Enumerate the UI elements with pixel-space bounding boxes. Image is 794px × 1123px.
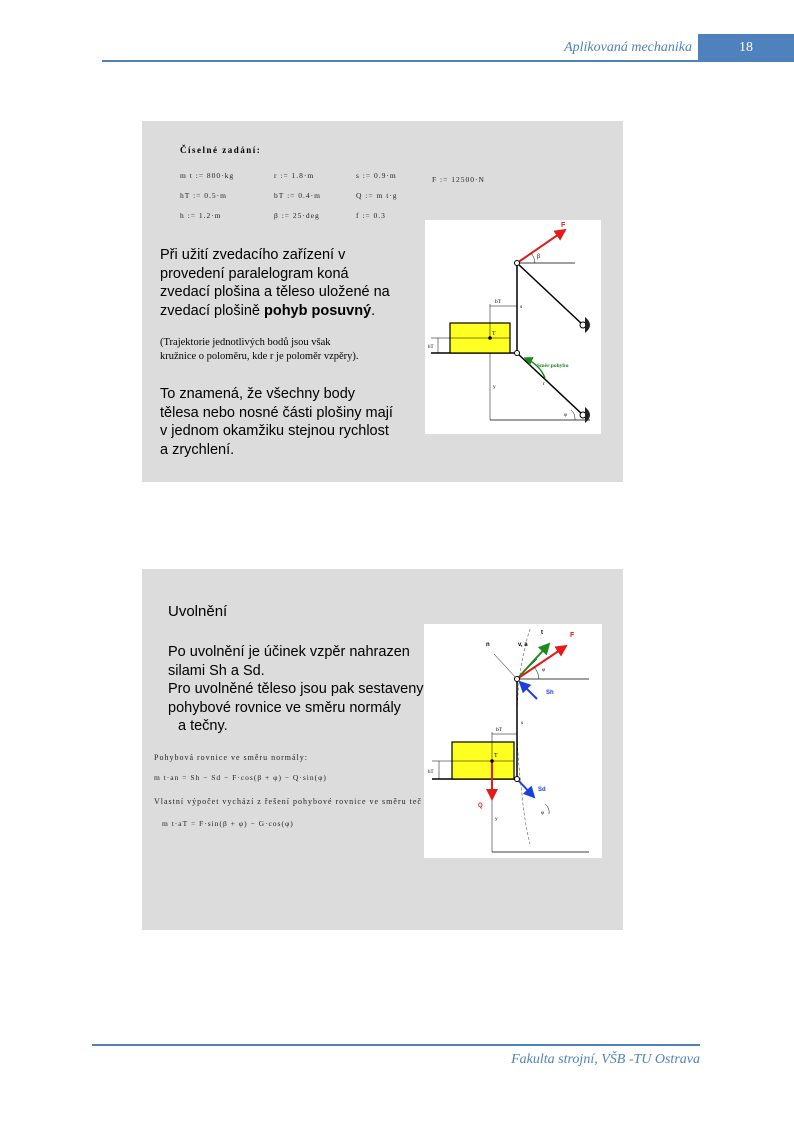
label-F: F <box>561 222 566 229</box>
para-line3: Pro uvolněné těleso jsou pak sestaveny <box>168 681 424 697</box>
label-phi-top: φ <box>542 667 546 673</box>
label-bT: bT <box>496 727 503 733</box>
para-line4: pohybové rovnice ve směru normály <box>168 699 401 716</box>
param-Q: Q := m t·g <box>356 191 398 200</box>
para-line5: a tečny. <box>178 718 228 734</box>
param-f: f := 0.3 <box>356 211 386 220</box>
para1-line3: zvedací plošina a těleso uložené na <box>160 284 390 300</box>
label-T: T <box>492 331 496 337</box>
label-r: r <box>543 381 545 387</box>
page-number: 18 <box>739 40 753 55</box>
param-mt: m t := 800·kg <box>180 171 235 180</box>
equation-heading: Pohybová rovnice ve směru normály: <box>154 753 308 762</box>
label-v-a: v, a <box>518 642 528 648</box>
slide1-paragraph1 <box>160 246 422 320</box>
free-body-figure <box>424 624 602 858</box>
lift-mechanism-svg <box>425 220 601 434</box>
para1-line1: Při užití zvedacího zařízení v <box>160 247 346 263</box>
upper-joint <box>515 261 520 266</box>
slide1-heading: Číselné zadání: <box>180 145 262 155</box>
lower-joint <box>515 777 520 782</box>
page-number-box <box>698 34 794 62</box>
param-hT: hT := 0.5·m <box>180 191 227 200</box>
force-Sh-arrow <box>520 682 537 699</box>
param-beta: β := 25·deg <box>274 211 320 220</box>
param-r: r := 1.8·m <box>274 171 315 180</box>
beta-arc <box>531 253 535 263</box>
slide1-note <box>160 336 422 364</box>
para2-line3: v jednom okamžiku stejnou rychlost <box>160 423 389 439</box>
note-line2: kružnice o poloměru, kde r je poloměr vzpěry). <box>160 351 359 362</box>
upper-joint <box>515 677 520 682</box>
lower-pivot-support <box>580 407 590 423</box>
label-Sd: Sd <box>538 787 546 793</box>
label-hT: hT <box>428 345 434 350</box>
para1-line4 <box>160 302 422 321</box>
label-beta: β <box>537 254 541 260</box>
trajectory-arc <box>517 629 530 844</box>
para1-line4-end: . <box>371 302 376 319</box>
calculation-text: Vlastní výpočet vychází z řešení pohybové rovnice ve směru teč <box>154 797 422 806</box>
header-title: Aplikovaná mechanika <box>564 40 692 55</box>
label-bT: bT <box>495 299 502 305</box>
free-body-svg <box>424 624 602 858</box>
label-Q: Q <box>478 803 483 809</box>
phi-arc-bottom <box>545 804 549 814</box>
label-hT: hT <box>428 770 434 775</box>
slide1-paragraph2 <box>160 385 422 459</box>
centre-of-mass-dot <box>490 759 494 763</box>
para-line2: silami Sh a Sd. <box>168 662 265 679</box>
tangent-equation: m t·aT = F·sin(β + φ) − G·cos(φ) <box>162 819 294 828</box>
para2-line1: To znamená, že všechny body <box>160 386 356 402</box>
param-F: F := 12500·N <box>432 175 485 184</box>
force-Sd-arrow <box>517 779 534 797</box>
label-Sh: Sh <box>546 690 554 696</box>
label-s: s <box>521 720 524 726</box>
slide2-title: Uvolnění <box>168 603 228 620</box>
label-F: F <box>570 632 575 639</box>
label-phi-bottom: φ <box>541 810 545 816</box>
param-bT: bT := 0.4·m <box>274 191 321 200</box>
para1-line2: provedení paralelogram koná <box>160 265 349 282</box>
param-h: h := 1.2·m <box>180 211 222 220</box>
lower-joint <box>515 351 520 356</box>
phi-arc-top <box>534 667 539 679</box>
slide-numerical-input <box>142 121 623 482</box>
para2-line4: a zrychlení. <box>160 441 235 458</box>
phi-arc <box>571 410 575 420</box>
upper-pivot-support <box>580 317 590 333</box>
para-line1: Po uvolnění je účinek vzpěr nahrazen <box>168 644 410 660</box>
note-line1: (Trajektorie jednotlivých bodů jsou však <box>160 337 331 348</box>
slide-free-body <box>142 569 623 930</box>
normal-equation: m t·an = Sh − Sd − F·cos(β + φ) − Q·sin(φ) <box>154 773 327 782</box>
footer-rule <box>92 1044 700 1046</box>
normal-n-line <box>494 654 517 679</box>
footer-text: Fakulta strojní, VŠB -TU Ostrava <box>511 1052 700 1067</box>
label-y: y <box>493 384 496 390</box>
slide2-paragraph <box>168 643 428 736</box>
para1-line4-text: zvedací plošině <box>160 302 264 319</box>
header-rule <box>102 60 698 62</box>
param-s: s := 0.9·m <box>356 171 397 180</box>
label-phi: φ <box>564 412 568 418</box>
label-y: y <box>495 816 498 822</box>
motion-type-bold: pohyb posuvný <box>263 302 372 319</box>
force-F-arrow <box>517 230 565 263</box>
label-s: s <box>520 304 523 310</box>
label-motion-direction: Směr pohybu <box>537 363 569 369</box>
label-n: n <box>486 642 490 648</box>
upper-strut <box>517 263 583 325</box>
label-T: T <box>494 753 498 759</box>
para2-line2: tělesa nebo nosné části plošiny mají <box>160 404 393 421</box>
load-body <box>452 742 514 779</box>
lift-mechanism-figure <box>425 220 601 434</box>
label-t: t <box>541 630 543 636</box>
